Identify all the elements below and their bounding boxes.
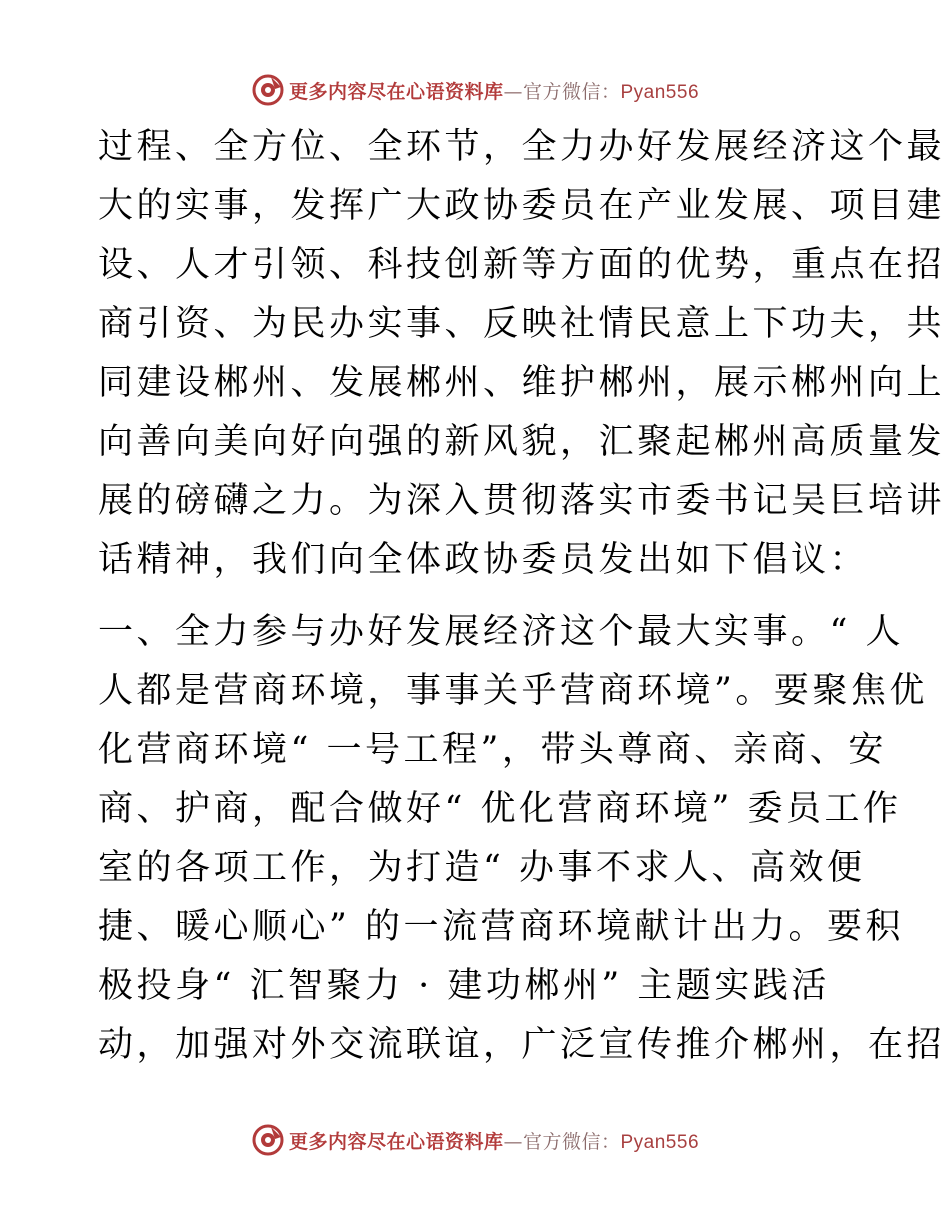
paragraph-line: 向善向美向好向强的新风貌，汇聚起郴州高质量发 — [98, 422, 946, 462]
paragraph-line: 话精神，我们向全体政协委员发出如下倡议： — [98, 540, 869, 580]
footer-wechat-id: Pyan556 — [620, 1131, 700, 1153]
paragraph-line: 捷、暖心顺心” 的一流营商环境献计出力。要积 — [98, 907, 905, 947]
paragraph-2 — [98, 603, 946, 1075]
header-wechat-id: Pyan556 — [620, 81, 700, 103]
paragraph-line: 同建设郴州、发展郴州、维护郴州，展示郴州向上 — [98, 363, 946, 403]
paragraph-line: 大的实事，发挥广大政协委员在产业发展、项目建 — [98, 186, 946, 226]
header-site-text: 更多内容尽在心语资料库 — [288, 80, 504, 103]
brand-logo-icon — [251, 1123, 285, 1157]
paragraph-1 — [98, 118, 946, 590]
paragraph-line: 人都是营商环境，事事关乎营商环境”。要聚焦优 — [98, 671, 928, 711]
footer-banner — [0, 1120, 950, 1160]
paragraph-line: 商、护商，配合做好“ 优化营商环境” 委员工作 — [98, 789, 902, 829]
footer-site-text: 更多内容尽在心语资料库 — [288, 1130, 504, 1153]
footer-wechat-label: 官方微信： — [522, 1130, 621, 1153]
header-wechat-label: 官方微信： — [522, 80, 621, 103]
paragraph-line: 一、全力参与办好发展经济这个最大实事。“ 人 — [98, 612, 905, 652]
paragraph-line: 室的各项工作，为打造“ 办事不求人、高效便 — [98, 848, 866, 888]
paragraph-line: 设、人才引领、科技创新等方面的优势，重点在招 — [98, 245, 946, 285]
paragraph-line: 展的磅礴之力。为深入贯彻落实市委书记吴巨培讲 — [98, 481, 946, 521]
paragraph-line: 商引资、为民办实事、反映社情民意上下功夫，共 — [98, 304, 946, 344]
footer-dash: — — [503, 1130, 523, 1153]
footer-banner-text — [289, 1127, 699, 1154]
header-banner-text — [289, 77, 699, 104]
header-banner — [0, 70, 950, 110]
paragraph-line: 极投身“ 汇智聚力 · 建功郴州” 主题实践活 — [98, 966, 830, 1006]
paragraph-line: 化营商环境“ 一号工程”，带头尊商、亲商、安 — [98, 730, 887, 770]
header-dash: — — [503, 80, 523, 103]
paragraph-line: 过程、全方位、全环节，全力办好发展经济这个最 — [98, 127, 946, 167]
brand-logo-icon — [251, 73, 285, 107]
paragraph-line: 动，加强对外交流联谊，广泛宣传推介郴州，在招 — [98, 1025, 946, 1065]
